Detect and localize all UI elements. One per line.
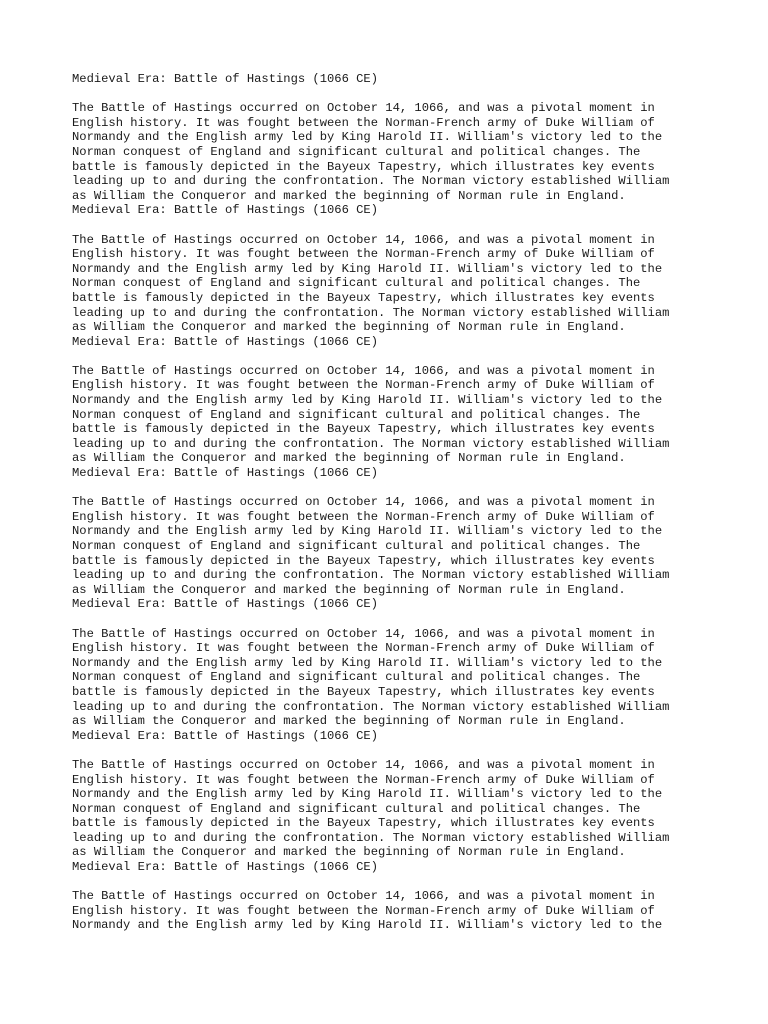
paragraph-line: Normandy and the English army led by King Harold II. William's victory led to the	[72, 655, 663, 670]
section-heading: Medieval Era: Battle of Hastings (1066 CE)	[72, 860, 378, 875]
paragraph-line: The Battle of Hastings occurred on October 14, 1066, and was a pivotal moment in	[72, 363, 655, 378]
section-heading: Medieval Era: Battle of Hastings (1066 CE)	[72, 334, 378, 349]
paragraph-line: battle is famously depicted in the Bayeux Tapestry, which illustrates key events	[72, 816, 655, 831]
paragraph-line: Normandy and the English army led by King Harold II. William's victory led to the	[72, 787, 663, 802]
paragraph-line: battle is famously depicted in the Bayeux Tapestry, which illustrates key events	[72, 684, 655, 699]
paragraph-gap	[72, 218, 712, 233]
paragraph-gap	[72, 875, 712, 890]
paragraph-line: as William the Conqueror and marked the beginning of Norman rule in England.	[72, 451, 626, 466]
section-heading: Medieval Era: Battle of Hastings (1066 CE)	[72, 597, 378, 612]
document-title: Medieval Era: Battle of Hastings (1066 CE)	[72, 72, 378, 86]
paragraph-line: leading up to and during the confrontation. The Norman victory established William	[72, 830, 670, 845]
paragraph-line: English history. It was fought between the Norman-French army of Duke William of	[72, 247, 655, 262]
paragraph-line: The Battle of Hastings occurred on October 14, 1066, and was a pivotal moment in	[72, 626, 655, 641]
section-heading: Medieval Era: Battle of Hastings (1066 CE)	[72, 466, 378, 481]
paragraph-line: English history. It was fought between the Norman-French army of Duke William of	[72, 903, 655, 918]
paragraph-line: leading up to and during the confrontation. The Norman victory established William	[72, 699, 670, 714]
paragraph-line: battle is famously depicted in the Bayeux Tapestry, which illustrates key events	[72, 290, 655, 305]
paragraph-line: battle is famously depicted in the Bayeux Tapestry, which illustrates key events	[72, 422, 655, 437]
paragraph-line: Normandy and the English army led by King Harold II. William's victory led to the	[72, 524, 663, 539]
paragraph-line: Normandy and the English army led by King Harold II. William's victory led to the	[72, 130, 663, 145]
paragraph-line: leading up to and during the confrontation. The Norman victory established William	[72, 174, 670, 189]
paragraph-line: English history. It was fought between the Norman-French army of Duke William of	[72, 378, 655, 393]
section-heading: Medieval Era: Battle of Hastings (1066 CE)	[72, 728, 378, 743]
paragraph-line: Norman conquest of England and significant cultural and political changes. The	[72, 801, 641, 816]
paragraph-line: Normandy and the English army led by King Harold II. William's victory led to the	[72, 393, 663, 408]
paragraph-line: Norman conquest of England and significant cultural and political changes. The	[72, 539, 641, 553]
paragraph-line: battle is famously depicted in the Bayeux Tapestry, which illustrates key events	[72, 553, 655, 568]
paragraph-line: battle is famously depicted in the Bayeux Tapestry, which illustrates key events	[72, 159, 655, 174]
paragraph-line: The Battle of Hastings occurred on October 14, 1066, and was a pivotal moment in	[72, 232, 655, 247]
paragraph-line: Normandy and the English army led by King Harold II. William's victory led to the	[72, 918, 663, 933]
section-heading: Medieval Era: Battle of Hastings (1066 CE)	[72, 203, 378, 218]
paragraph-line: English history. It was fought between the Norman-French army of Duke William of	[72, 115, 655, 130]
paragraph-line: The Battle of Hastings occurred on October 14, 1066, and was a pivotal moment in	[72, 889, 655, 904]
paragraph-line: English history. It was fought between the Norman-French army of Duke William of	[72, 641, 655, 656]
paragraph-line: English history. It was fought between the Norman-French army of Duke William of	[72, 772, 655, 787]
paragraph-line: Norman conquest of England and significant cultural and political changes. The	[72, 276, 641, 291]
paragraph-line: The Battle of Hastings occurred on October 14, 1066, and was a pivotal moment in	[72, 495, 655, 510]
paragraph-gap	[72, 87, 712, 102]
paragraph-line: as William the Conqueror and marked the beginning of Norman rule in England.	[72, 582, 626, 597]
paragraph-gap	[72, 612, 712, 627]
paragraph-line: leading up to and during the confrontation. The Norman victory established William	[72, 568, 670, 583]
paragraph-gap	[72, 349, 712, 364]
document-page	[72, 72, 712, 933]
paragraph-line: Norman conquest of England and significant cultural and political changes. The	[72, 407, 641, 422]
paragraph-line: as William the Conqueror and marked the beginning of Norman rule in England.	[72, 188, 626, 203]
paragraph-line: English history. It was fought between the Norman-French army of Duke William of	[72, 509, 655, 524]
paragraph-line: leading up to and during the confrontation. The Norman victory established William	[72, 436, 670, 451]
paragraph-line: as William the Conqueror and marked the beginning of Norman rule in England.	[72, 714, 626, 729]
paragraph-line: Norman conquest of England and significant cultural and political changes. The	[72, 670, 641, 685]
paragraph-line: The Battle of Hastings occurred on October 14, 1066, and was a pivotal moment in	[72, 101, 655, 116]
paragraph-gap	[72, 743, 712, 758]
paragraph-gap	[72, 481, 712, 496]
paragraph-line: as William the Conqueror and marked the beginning of Norman rule in England.	[72, 845, 626, 860]
paragraph-line: The Battle of Hastings occurred on October 14, 1066, and was a pivotal moment in	[72, 757, 655, 772]
paragraph-line: Normandy and the English army led by King Harold II. William's victory led to the	[72, 261, 663, 276]
paragraph-line: Norman conquest of England and significant cultural and political changes. The	[72, 144, 641, 159]
paragraph-line: as William the Conqueror and marked the beginning of Norman rule in England.	[72, 320, 626, 335]
paragraph-line: leading up to and during the confrontation. The Norman victory established William	[72, 305, 670, 320]
